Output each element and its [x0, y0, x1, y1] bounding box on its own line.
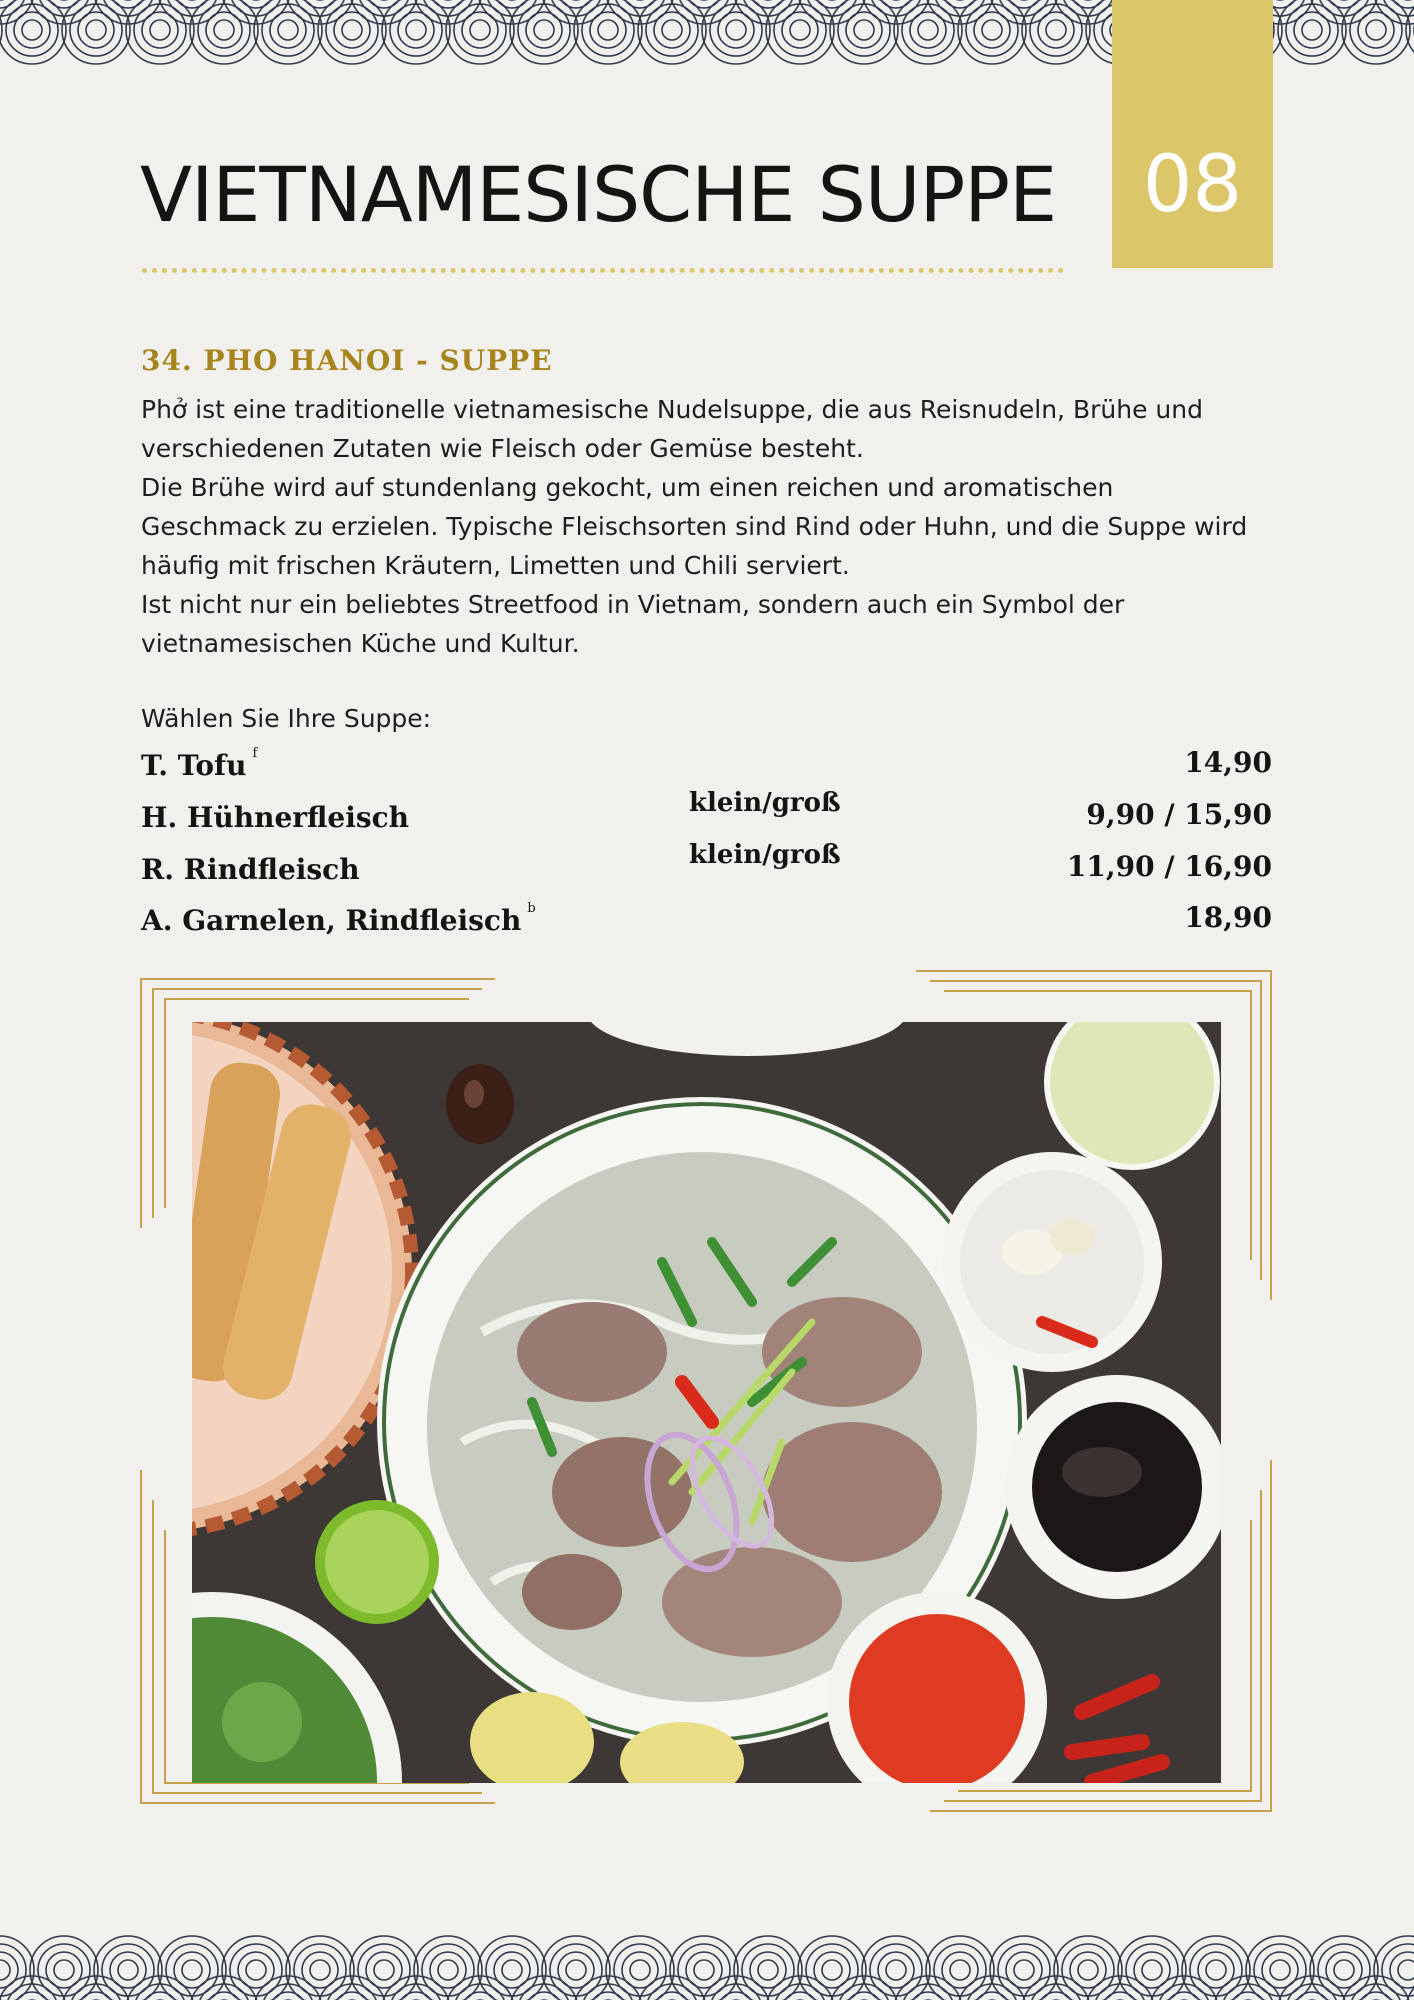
dish-heading: 34. PHO HANOI - SUPPE [141, 344, 553, 377]
page-number: 08 [1142, 140, 1243, 230]
menu-item-tofu [141, 746, 1272, 786]
dish-description [141, 390, 1261, 663]
pho-bowl-photo [192, 1022, 1221, 1783]
menu-item-chicken [141, 788, 1272, 838]
menu-prompt: Wählen Sie Ihre Suppe: [141, 704, 432, 733]
menu-item-name: A. Garnelen, Rindfleisch [141, 904, 522, 937]
menu-item-price: 14,90 [1184, 746, 1272, 779]
menu-item-size: klein/groß [689, 840, 841, 870]
menu-item-name: R. Rindfleisch [141, 853, 360, 886]
menu-item-name: H. Hühnerfleisch [141, 801, 410, 834]
allergen-mark: b [527, 901, 536, 916]
description-paragraph: Die Brühe wird auf stundenlang gekocht, um einen reichen und aromatischen Geschmack zu erzielen. Typische Fleischsorten sind Rind oder Huhn, und die Suppe wird häufig mit frischen Kräutern, Limetten und Chili serviert. [141, 473, 1248, 580]
title-divider [142, 268, 1064, 273]
menu-item-price: 9,90 / 15,90 [1086, 798, 1272, 831]
page-number-badge [1112, 0, 1273, 268]
menu-item-size: klein/groß [689, 788, 841, 818]
menu-item-price: 18,90 [1184, 901, 1272, 934]
menu-item-name: T. Tofu [141, 749, 247, 782]
menu-item-shrimp-beef [141, 901, 1272, 941]
menu-item-price: 11,90 / 16,90 [1066, 850, 1272, 883]
page-title: VIETNAMESISCHE SUPPE [140, 150, 1057, 239]
description-paragraph: Ist nicht nur ein beliebtes Streetfood in Vietnam, sondern auch ein Symbol der vietnamesischen Küche und Kultur. [141, 590, 1125, 658]
menu-item-beef [141, 840, 1272, 890]
bottom-wave-pattern [0, 1860, 1414, 2000]
description-paragraph: Phở ist eine traditionelle vietnamesische Nudelsuppe, die aus Reisnudeln, Brühe und verschiedenen Zutaten wie Fleisch oder Gemüse besteht. [141, 395, 1203, 463]
allergen-mark: f [252, 746, 258, 761]
